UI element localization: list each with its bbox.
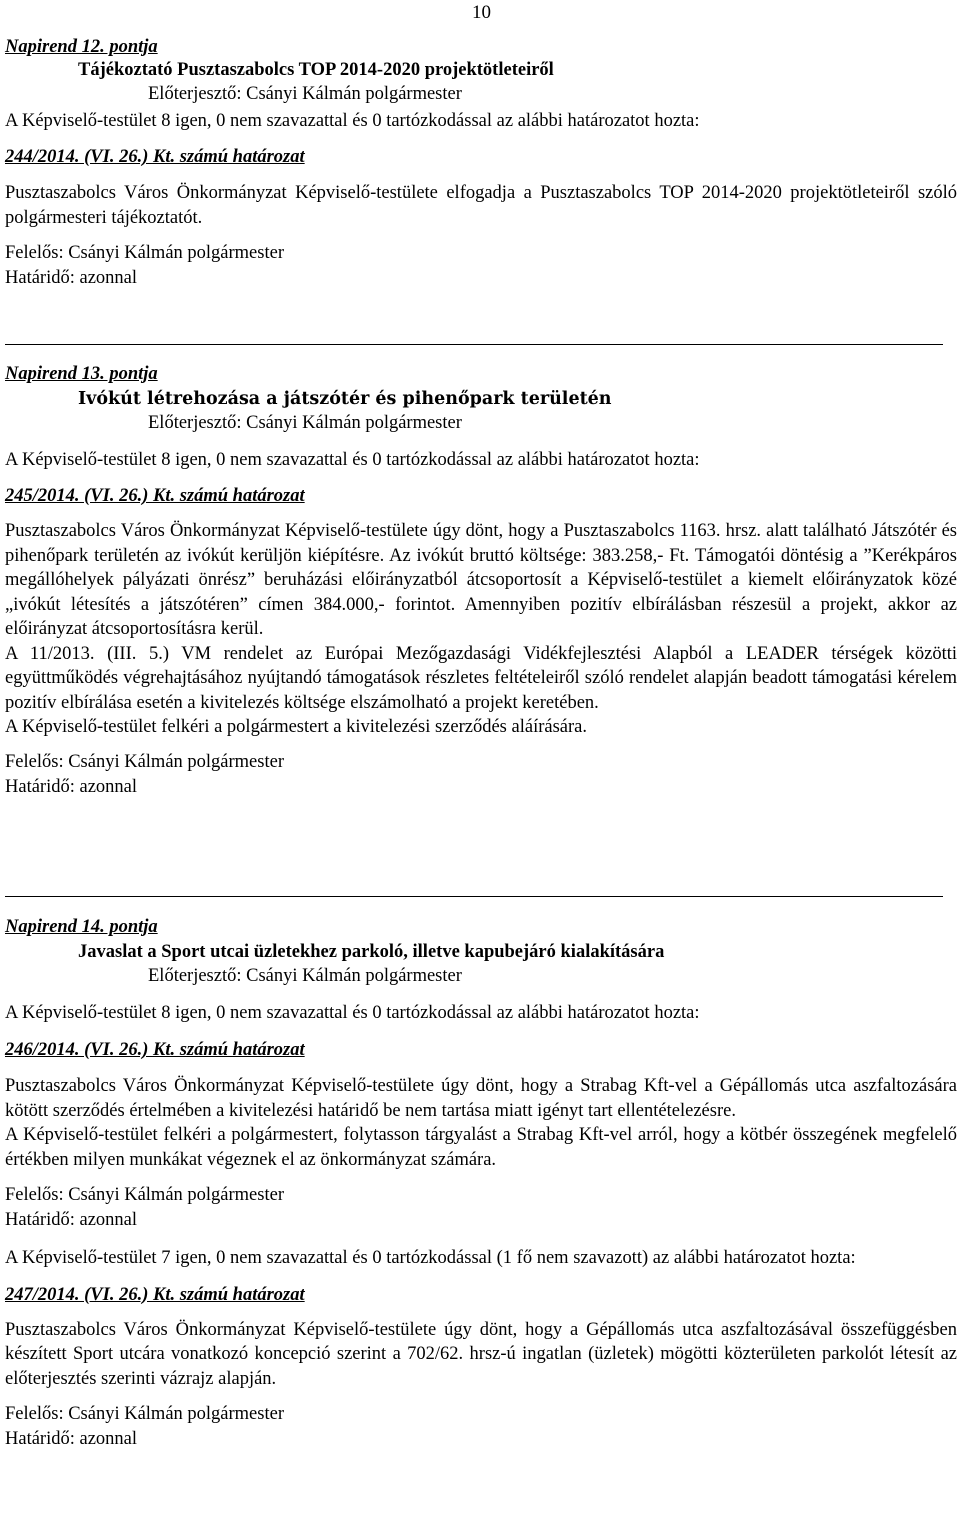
responsible: Felelős: Csányi Kálmán polgármester: [5, 243, 284, 263]
resolution-text: A Képviselő-testület felkéri a polgármestert a kivitelezési szerződés aláírására.: [5, 717, 587, 737]
vote-result: A Képviselő-testület 8 igen, 0 nem szavazattal és 0 tartózkodással az alábbi határozatot hozta:: [5, 450, 700, 470]
agenda-item-13: [5, 363, 957, 800]
agenda-heading: Napirend 13. pontja: [5, 364, 158, 384]
agenda-title: Ivókút létrehozása a játszótér és pihenőpark területén: [78, 389, 612, 409]
resolution-text: Pusztaszabolcs Város Önkormányzat Képviselő-testülete úgy dönt, hogy a Gépállomás utca aszfaltozásával összefüggésben készített Sport utcára vonatkozó koncepció szerint a 702/62. hrsz-ú ingatlan (üzletek) mögötti közterületen parkolót létesít az előterjesztés szerinti vázrajz alapján.: [5, 1319, 957, 1389]
presenter: Előterjesztő: Csányi Kálmán polgármester: [148, 966, 462, 986]
resolution-number: 244/2014. (VI. 26.) Kt. számú határozat: [5, 147, 305, 167]
agenda-title: Javaslat a Sport utcai üzletekhez parkoló, illetve kapubejáró kialakítására: [78, 942, 665, 962]
agenda-item-14: [5, 916, 957, 1452]
section-divider: [5, 344, 943, 345]
deadline: Határidő: azonnal: [5, 1210, 138, 1230]
resolution-text: A 11/2013. (III. 5.) VM rendelet az Európai Mezőgazdasági Vidékfejlesztési Alapból a LEADER térségek közötti együttműködés végrehajtásához nyújtandó támogatások részletes feltételeiről szóló rendelet alapján beadott támogatási kérelem pozitív elbírálása esetén a kivitelezés költsége elszámolható a projekt keretében.: [5, 643, 957, 713]
deadline: Határidő: azonnal: [5, 776, 138, 797]
resolution-text: A Képviselő-testület felkéri a polgármestert, folytasson tárgyalást a Strabag Kft-vel arról, hogy a kötbér összegének megfelelő értékben milyen munkákat végeznek el az önkormányzat számára.: [5, 1125, 957, 1170]
deadline: Határidő: azonnal: [5, 1429, 138, 1449]
resolution-number: 245/2014. (VI. 26.) Kt. számú határozat: [5, 486, 305, 506]
deadline: Határidő: azonnal: [5, 268, 138, 288]
agenda-heading: Napirend 12. pontja: [5, 37, 158, 57]
page-number: 10: [472, 2, 491, 23]
section-divider: [5, 896, 943, 897]
vote-result: A Képviselő-testület 7 igen, 0 nem szavazattal és 0 tartózkodással (1 fő nem szavazott) az alábbi határozatot hozta:: [5, 1248, 856, 1268]
presenter: Előterjesztő: Csányi Kálmán polgármester: [148, 413, 462, 433]
vote-result: A Képviselő-testület 8 igen, 0 nem szavazattal és 0 tartózkodással az alábbi határozatot hozta:: [5, 111, 700, 131]
resolution-text: Pusztaszabolcs Város Önkormányzat Képviselő-testülete úgy dönt, hogy a Strabag Kft-vel a Gépállomás utca aszfaltozására kötött szerződés értelmében a kivitelezési határidő be nem tartása miatt igényt tart ellentételezésre.: [5, 1076, 957, 1121]
presenter: Előterjesztő: Csányi Kálmán polgármester: [148, 84, 462, 104]
resolution-number: 247/2014. (VI. 26.) Kt. számú határozat: [5, 1284, 305, 1305]
vote-result: A Képviselő-testület 8 igen, 0 nem szavazattal és 0 tartózkodással az alábbi határozatot hozta:: [5, 1003, 700, 1023]
agenda-item-12: [5, 36, 957, 291]
resolution-text: Pusztaszabolcs Város Önkormányzat Képviselő-testülete úgy dönt, hogy a Pusztaszabolcs 1163. hrsz. alatt található Játszótér és pihenőpark területén az ivókút kerüljön kiépítésre. Az ivókút bruttó költsége: 383.258,- Ft. Támogatói döntésig a ”Kerékpáros megállóhelyek pályázati önrész” beruházási előirányzatból átcsoportosít a Képviselő-testület a kiemelt előirányzatok közé „ivókút létesítés a játszótéren” címen 384.000,- forintot. Amennyiben pozitív elbírálásban részesül a projekt, akkor az előirányzat átcsoportosításra kerül.: [5, 521, 957, 639]
agenda-heading: Napirend 14. pontja: [5, 917, 158, 937]
responsible: Felelős: Csányi Kálmán polgármester: [5, 1404, 284, 1424]
agenda-title: Tájékoztató Pusztaszabolcs TOP 2014-2020 projektötleteiről: [78, 60, 554, 80]
resolution-number: 246/2014. (VI. 26.) Kt. számú határozat: [5, 1040, 305, 1060]
resolution-text: Pusztaszabolcs Város Önkormányzat Képviselő-testülete elfogadja a Pusztaszabolcs TOP 2014-2020 projektötleteiről szóló polgármesteri tájékoztatót.: [5, 183, 957, 228]
responsible: Felelős: Csányi Kálmán polgármester: [5, 1185, 284, 1205]
responsible: Felelős: Csányi Kálmán polgármester: [5, 751, 284, 772]
